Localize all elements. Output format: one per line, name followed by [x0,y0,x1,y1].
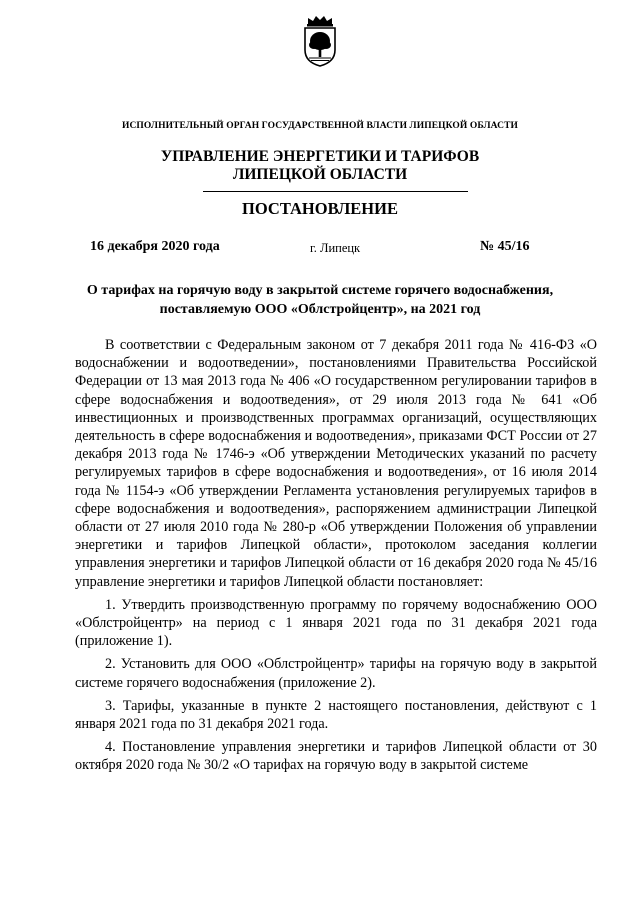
department-title-line-2: ЛИПЕЦКОЙ ОБЛАСТИ [232,166,408,183]
document-body [75,336,597,775]
document-city: г. Липецк [310,241,361,255]
preamble-paragraph: В соответствии с Федеральным законом от 7 декабря 2011 года № 416-ФЗ «О водоснабжении и водоотведении», постановлениями Правительства Российской Федерации от 13 мая 2013 года № 406 «О государственном регулировании тарифов в сфере водоснабжения и водоотведения», от 29 июля 2013 года № 641 «Об инвестиционных и производственных программах организаций, осуществляющих деятельность в сфере водоснабжения и водоотведения», приказами ФСТ России от 27 декабря 2013 года № 1746-э «Об утверждении Методических указаний по расчету регулируемых тарифов в сфере водоснабжения и водоотведения», от 16 июля 2014 года № 1154-э «Об утверждении Регламента установления регулируемых тарифов в сфере водоснабжения и водоотведения», распоряжением администрации Липецкой области от 27 июля 2010 года № 280-р «Об утверждении Положения об управлении энергетики и тарифов Липецкой области», протоколом заседания коллегии управления энергетики и тарифов Липецкой области от 16 декабря 2020 года № 45/16 управление энергетики и тарифов Липецкой области постановляет: [75,337,597,590]
department-title-line-1: УПРАВЛЕНИЕ ЭНЕРГЕТИКИ И ТАРИФОВ [160,148,480,165]
document-subject [60,281,580,319]
document-number: № 45/16 [480,239,530,254]
coat-of-arms-icon [300,14,340,68]
document-date: 16 декабря 2020 года [90,239,220,254]
document-type: ПОСТАНОВЛЕНИЕ [242,199,398,218]
subject-line-1: О тарифах на горячую воду в закрытой системе горячего водоснабжения, [86,283,554,298]
item-paragraph-1: 1. Утвердить производственную программу по горячему водоснабжению ООО «Облстройцентр» на период с 1 января 2021 года по 31 декабря 2021 года (приложение 1). [75,596,597,650]
header-divider [203,191,468,192]
item-paragraph-2: 2. Установить для ООО «Облстройцентр» тарифы на горячую воду в закрытой системе горячего водоснабжения (приложение 2). [75,656,597,691]
item-paragraph-3: 3. Тарифы, указанные в пункте 2 настоящего постановления, действуют с 1 января 2021 года по 31 декабря 2021 года. [75,697,597,733]
item-paragraph-4: 4. Постановление управления энергетики и тарифов Липецкой области от 30 октября 2020 года № 30/2 «О тарифах на горячую воду в закрытой системе [75,739,597,774]
org-line: ИСПОЛНИТЕЛЬНЫЙ ОРГАН ГОСУДАРСТВЕННОЙ ВЛАСТИ ЛИПЕЦКОЙ ОБЛАСТИ [121,121,519,131]
department-title [0,148,640,184]
subject-line-2: поставляемую ООО «Облстройцентр», на 2021 год [159,302,481,317]
